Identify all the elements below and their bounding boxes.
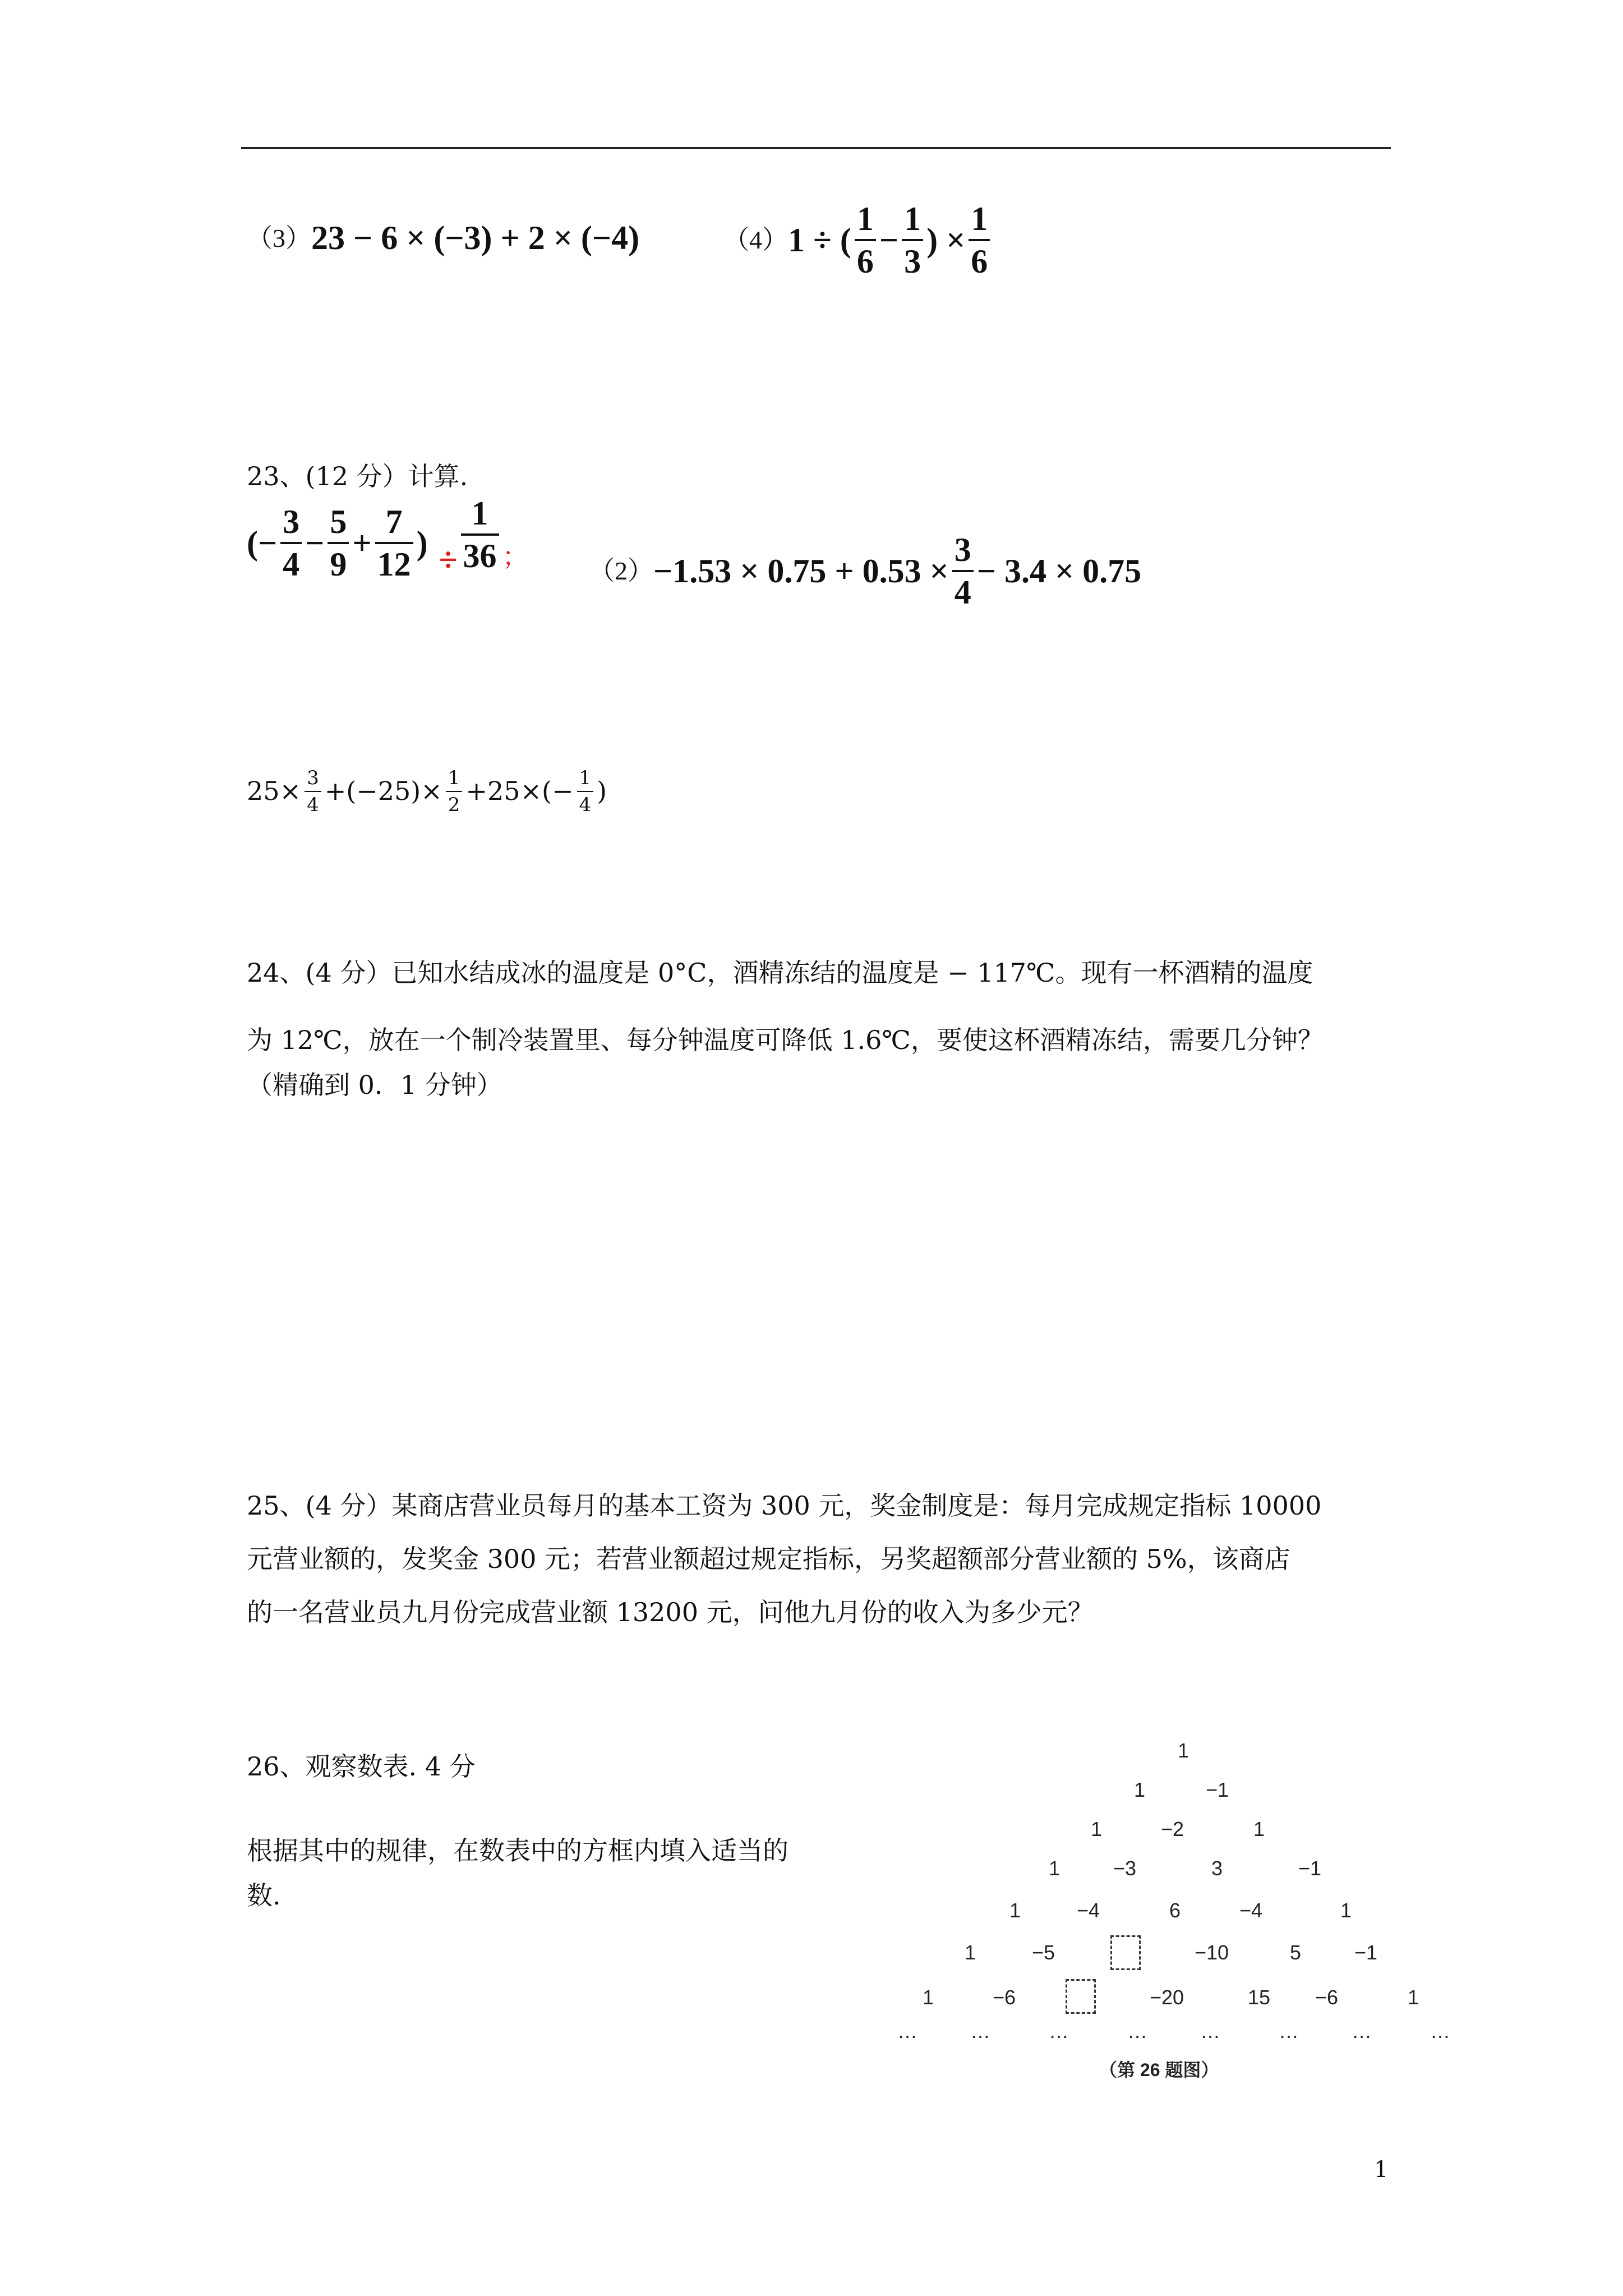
q24-line3: （精确到 0．1 分钟） <box>247 1070 502 1100</box>
tri-cell: 1 <box>1408 1986 1419 2009</box>
q25-line3: 的一名营业员九月份完成营业额 13200 元，问他九月份的收入为多少元？ <box>247 1597 1094 1627</box>
tri-cell: −3 <box>1113 1857 1137 1880</box>
q24-line1: 24、(4 分）已知水结成冰的温度是 0°C，酒精冻结的温度是 − 117℃。现有一杯酒精的温度 <box>247 958 1313 988</box>
tri-cell: 1 <box>1049 1857 1061 1880</box>
tri-cell: −4 <box>1077 1899 1100 1922</box>
q23-heading: 23、(12 分）计算. <box>247 461 468 491</box>
tri-cell: −1 <box>1206 1778 1229 1801</box>
q23-part3: 25× $\frac{3}{4}$ +(−25)× $\frac{1}{2}$ +25×(− $\frac{1}{4}$ ) <box>247 767 607 816</box>
tri-cell: 1 <box>923 1986 934 2009</box>
answer-box-1[interactable] <box>1110 1935 1141 1970</box>
tri-ellipsis: … <box>1127 2019 1147 2042</box>
division-sign: ÷ <box>439 541 458 578</box>
figure-caption: （第 26 题图） <box>1099 2060 1219 2080</box>
tri-ellipsis: … <box>1430 2019 1450 2042</box>
q25-line1: 25、(4 分）某商店营业员每月的基本工资为 300 元，奖金制度是：每月完成规定指标 10000 <box>247 1490 1322 1521</box>
tri-cell: 1 <box>1134 1778 1146 1801</box>
tri-cell: 15 <box>1248 1986 1271 2009</box>
tri-cell: 1 <box>1009 1899 1021 1922</box>
q23-part1: (− $\frac{3}{4}$ − $\frac{5}{9}$ + $\frac{7}{12}$ ) ÷ $\frac{1}{36}$ ； <box>247 495 528 583</box>
q24-line2: 为 12℃，放在一个制冷装置里、每分钟温度可降低 1.6℃，要使这杯酒精冻结，需要几分钟？ <box>247 1025 1324 1055</box>
tri-ellipsis: … <box>1279 2019 1299 2042</box>
tri-cell: −2 <box>1161 1818 1184 1841</box>
tri-cell: −1 <box>1298 1857 1322 1880</box>
tri-cell: 6 <box>1169 1899 1181 1922</box>
tri-ellipsis: … <box>897 2019 917 2042</box>
tri-cell: 5 <box>1290 1941 1302 1964</box>
tri-cell: −10 <box>1195 1941 1229 1964</box>
tri-cell: 1 <box>1091 1818 1103 1841</box>
tri-cell: 1 <box>1178 1739 1189 1762</box>
answer-box-2[interactable] <box>1066 1979 1096 2014</box>
tri-ellipsis: … <box>1049 2019 1069 2042</box>
q23-part2: （2） −1.53 × 0.75 + 0.53 × $\frac{3}{4}$ − 3.4 × 0.75 <box>589 531 1142 611</box>
tri-cell: −6 <box>1315 1986 1339 2009</box>
tri-cell: −5 <box>1032 1941 1055 1964</box>
q26-heading: 26、观察数表. 4 分 <box>247 1751 476 1782</box>
q26-desc-line2: 数. <box>247 1880 281 1911</box>
tri-ellipsis: … <box>970 2019 990 2042</box>
tri-cell: −1 <box>1354 1941 1378 1964</box>
q22-part3: （3） 23 − 6 × (−3) + 2 × (−4) <box>247 219 640 256</box>
q25-line2: 元营业额的，发奖金 300 元；若营业额超过规定指标，另奖超额部分营业额的 5%，该商店 <box>247 1544 1290 1574</box>
tri-cell: 3 <box>1211 1857 1223 1880</box>
tri-cell: 1 <box>1253 1818 1265 1841</box>
tri-cell: −4 <box>1239 1899 1263 1922</box>
tri-ellipsis: … <box>1352 2019 1372 2042</box>
q26-desc-line1: 根据其中的规律，在数表中的方框内填入适当的 <box>247 1835 789 1866</box>
tri-cell: −6 <box>993 1986 1016 2009</box>
page-number: 1 <box>1374 2157 1389 2183</box>
tri-cell: −20 <box>1150 1986 1184 2009</box>
tri-cell: 1 <box>1340 1899 1352 1922</box>
tri-ellipsis: … <box>1200 2019 1220 2042</box>
tri-cell: 1 <box>965 1941 976 1964</box>
q22-part4: （4） 1 ÷ ( $\frac{1}{6}$ − $\frac{1}{3}$ ) × $\frac{1}{6}$ <box>723 202 993 278</box>
